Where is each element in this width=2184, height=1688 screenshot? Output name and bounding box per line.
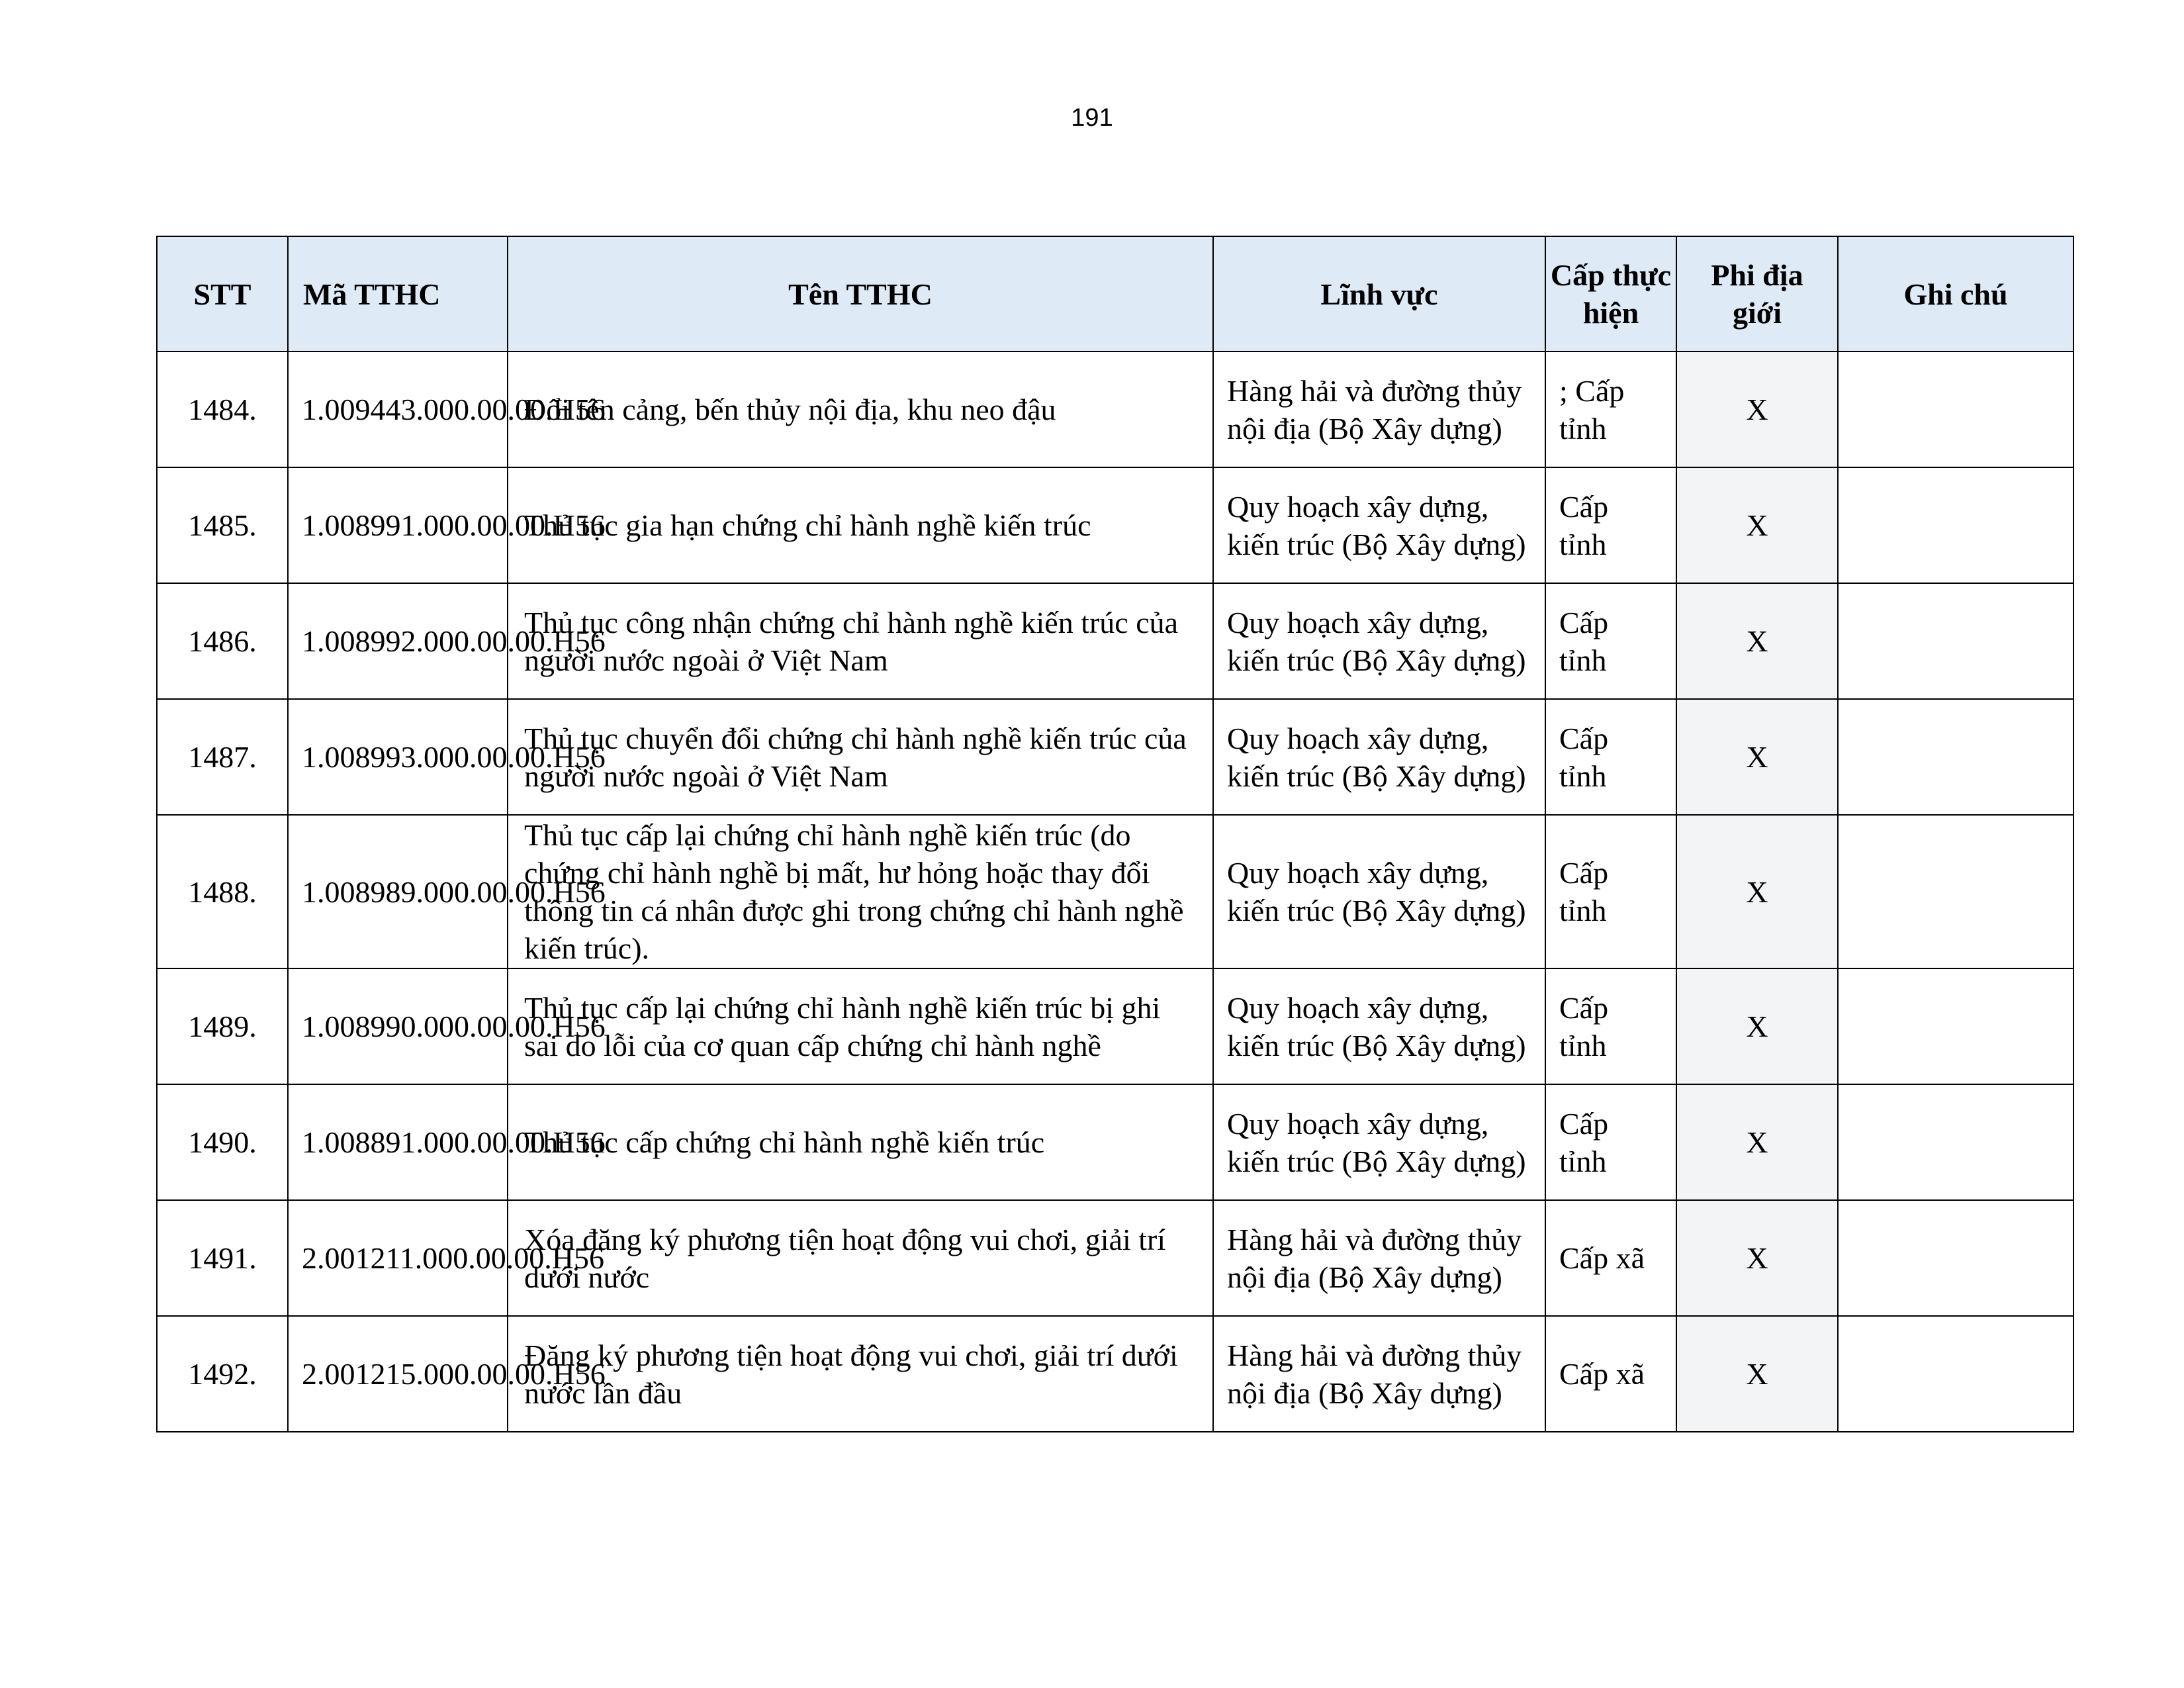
cell-linh-vuc: Quy hoạch xây dựng, kiến trúc (Bộ Xây dựng)	[1213, 968, 1545, 1084]
table-row	[157, 352, 2073, 467]
cell-phi-dia-gioi: X	[1676, 968, 1838, 1084]
cell-ghi-chu	[1838, 815, 2073, 968]
cell-ghi-chu	[1838, 1316, 2073, 1432]
cell-ma-tthc: 1.008991.000.00.00.H56	[288, 467, 508, 583]
cell-stt: 1491.	[157, 1200, 288, 1316]
table-row	[157, 968, 2073, 1084]
cell-ten-tthc: Xóa đăng ký phương tiện hoạt động vui chơi, giải trí dưới nước	[508, 1200, 1213, 1316]
cell-ma-tthc: 1.008990.000.00.00.H56	[288, 968, 508, 1084]
cell-linh-vuc: Quy hoạch xây dựng, kiến trúc (Bộ Xây dựng)	[1213, 1084, 1545, 1200]
cell-linh-vuc: Quy hoạch xây dựng, kiến trúc (Bộ Xây dựng)	[1213, 815, 1545, 968]
cell-ghi-chu	[1838, 699, 2073, 815]
cell-linh-vuc: Quy hoạch xây dựng, kiến trúc (Bộ Xây dựng)	[1213, 699, 1545, 815]
cell-phi-dia-gioi: X	[1676, 1316, 1838, 1432]
table-row	[157, 1316, 2073, 1432]
cell-cap-thuc-hien: Cấp tỉnh	[1545, 1084, 1676, 1200]
cell-ghi-chu	[1838, 968, 2073, 1084]
cell-stt: 1485.	[157, 467, 288, 583]
cell-ma-tthc: 2.001215.000.00.00.H56	[288, 1316, 508, 1432]
header-stt: STT	[157, 236, 288, 352]
cell-cap-thuc-hien: ; Cấp tỉnh	[1545, 352, 1676, 467]
cell-cap-thuc-hien: Cấp xã	[1545, 1316, 1676, 1432]
cell-ten-tthc: Thủ tục công nhận chứng chỉ hành nghề kiến trúc của người nước ngoài ở Việt Nam	[508, 583, 1213, 699]
header-ma-tthc: Mã TTHC	[288, 236, 508, 352]
cell-linh-vuc: Hàng hải và đường thủy nội địa (Bộ Xây dựng)	[1213, 352, 1545, 467]
cell-stt: 1484.	[157, 352, 288, 467]
cell-stt: 1489.	[157, 968, 288, 1084]
cell-ghi-chu	[1838, 583, 2073, 699]
cell-phi-dia-gioi: X	[1676, 352, 1838, 467]
cell-ma-tthc: 1.008993.000.00.00.H56	[288, 699, 508, 815]
cell-ma-tthc: 1.008992.000.00.00.H56	[288, 583, 508, 699]
cell-ma-tthc: 1.008989.000.00.00.H56	[288, 815, 508, 968]
cell-cap-thuc-hien: Cấp tỉnh	[1545, 467, 1676, 583]
cell-ghi-chu	[1838, 467, 2073, 583]
cell-ma-tthc: 1.008891.000.00.00.H56	[288, 1084, 508, 1200]
cell-ten-tthc: Thủ tục chuyển đổi chứng chỉ hành nghề kiến trúc của người nước ngoài ở Việt Nam	[508, 699, 1213, 815]
cell-ten-tthc: Thủ tục cấp lại chứng chỉ hành nghề kiến trúc (do chứng chỉ hành nghề bị mất, hư hỏng hoặc thay đổi thông tin cá nhân được ghi trong chứng chỉ hành nghề kiến trúc).	[508, 815, 1213, 968]
header-phi-dia-gioi: Phi địa giới	[1676, 236, 1838, 352]
cell-phi-dia-gioi: X	[1676, 1084, 1838, 1200]
cell-stt: 1492.	[157, 1316, 288, 1432]
cell-linh-vuc: Hàng hải và đường thủy nội địa (Bộ Xây dựng)	[1213, 1200, 1545, 1316]
header-cap-thuc-hien: Cấp thực hiện	[1545, 236, 1676, 352]
cell-phi-dia-gioi: X	[1676, 815, 1838, 968]
cell-ghi-chu	[1838, 1200, 2073, 1316]
cell-ghi-chu	[1838, 352, 2073, 467]
cell-ma-tthc: 1.009443.000.00.00.H56	[288, 352, 508, 467]
cell-phi-dia-gioi: X	[1676, 467, 1838, 583]
cell-phi-dia-gioi: X	[1676, 583, 1838, 699]
cell-ma-tthc: 2.001211.000.00.00.H56	[288, 1200, 508, 1316]
table-row	[157, 699, 2073, 815]
cell-ten-tthc: Thủ tục cấp chứng chỉ hành nghề kiến trúc	[508, 1084, 1213, 1200]
cell-ten-tthc: Đăng ký phương tiện hoạt động vui chơi, giải trí dưới nước lần đầu	[508, 1316, 1213, 1432]
cell-phi-dia-gioi: X	[1676, 699, 1838, 815]
table-row	[157, 1200, 2073, 1316]
cell-stt: 1488.	[157, 815, 288, 968]
table-row	[157, 815, 2073, 968]
header-ten-tthc: Tên TTHC	[508, 236, 1213, 352]
cell-phi-dia-gioi: X	[1676, 1200, 1838, 1316]
table-row	[157, 1084, 2073, 1200]
header-ghi-chu: Ghi chú	[1838, 236, 2073, 352]
cell-ten-tthc: Thủ tục cấp lại chứng chỉ hành nghề kiến trúc bị ghi sai do lỗi của cơ quan cấp chứng chỉ hành nghề	[508, 968, 1213, 1084]
cell-ten-tthc: Đổi tên cảng, bến thủy nội địa, khu neo đậu	[508, 352, 1213, 467]
cell-cap-thuc-hien: Cấp xã	[1545, 1200, 1676, 1316]
table-row	[157, 583, 2073, 699]
header-linh-vuc: Lĩnh vực	[1213, 236, 1545, 352]
cell-cap-thuc-hien: Cấp tỉnh	[1545, 699, 1676, 815]
cell-cap-thuc-hien: Cấp tỉnh	[1545, 815, 1676, 968]
cell-ghi-chu	[1838, 1084, 2073, 1200]
cell-stt: 1487.	[157, 699, 288, 815]
table-header-row	[157, 236, 2073, 352]
cell-ten-tthc: Thủ tục gia hạn chứng chỉ hành nghề kiến trúc	[508, 467, 1213, 583]
procedures-table	[156, 236, 2074, 1432]
cell-linh-vuc: Hàng hải và đường thủy nội địa (Bộ Xây dựng)	[1213, 1316, 1545, 1432]
cell-stt: 1486.	[157, 583, 288, 699]
page-number: 191	[1071, 104, 1113, 132]
cell-cap-thuc-hien: Cấp tỉnh	[1545, 583, 1676, 699]
cell-cap-thuc-hien: Cấp tỉnh	[1545, 968, 1676, 1084]
cell-linh-vuc: Quy hoạch xây dựng, kiến trúc (Bộ Xây dựng)	[1213, 583, 1545, 699]
cell-linh-vuc: Quy hoạch xây dựng, kiến trúc (Bộ Xây dựng)	[1213, 467, 1545, 583]
cell-stt: 1490.	[157, 1084, 288, 1200]
table-row	[157, 467, 2073, 583]
